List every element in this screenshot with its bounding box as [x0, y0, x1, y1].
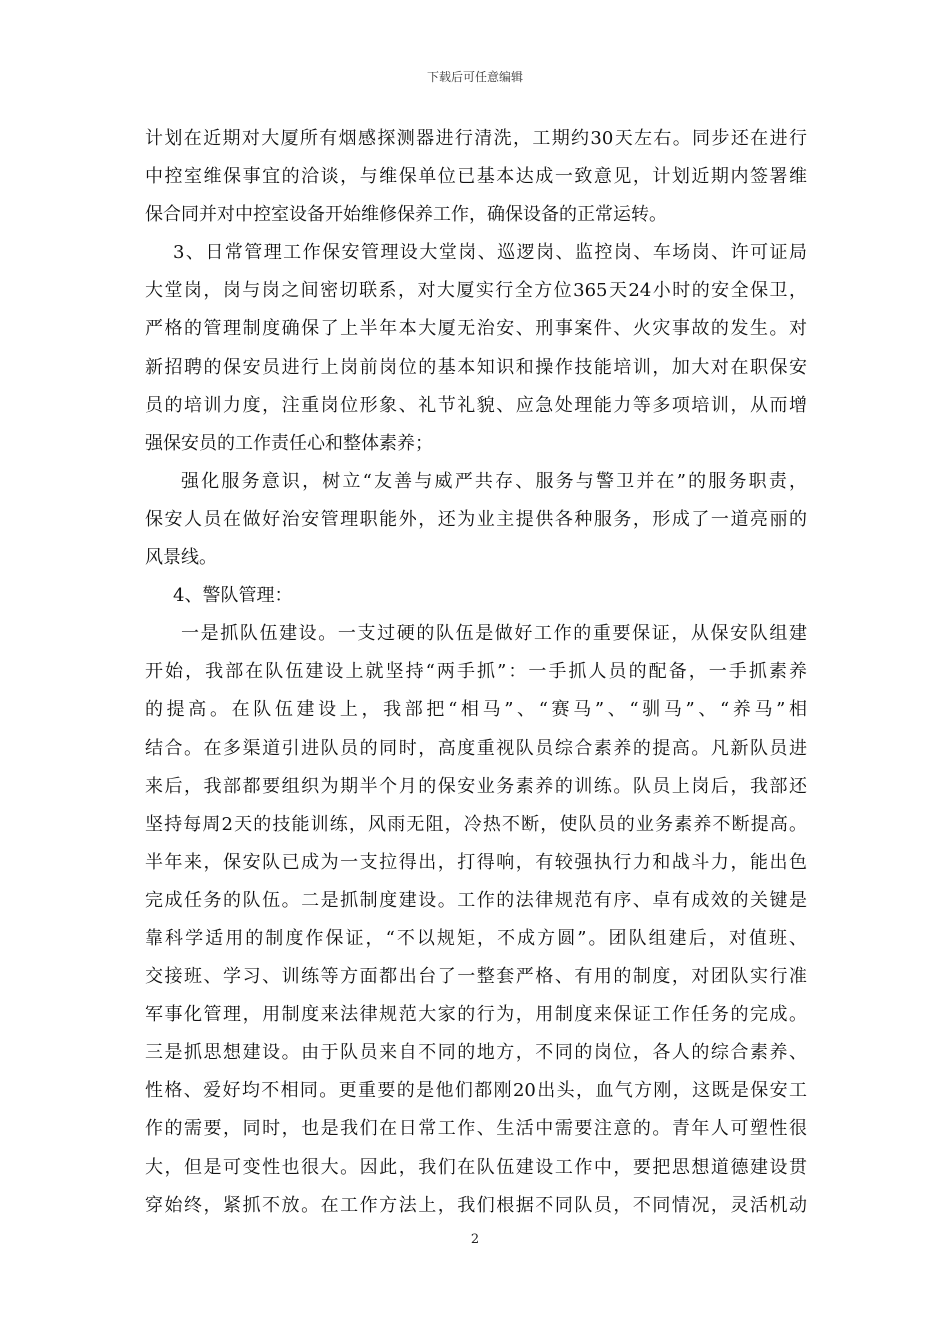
text-line: 来后，我部都要组织为期半个月的保安业务素养的训练。队员上岗后，我部还: [145, 775, 807, 797]
text-line: 完成任务的队伍。二是抓制度建设。工作的法律规范有序、卓有成效的关键是: [145, 889, 807, 911]
text-line: 大堂岗，岗与岗之间密切联系，对大厦实行全方位365天24小时的安全保卫，: [145, 280, 807, 302]
body-text: [145, 120, 807, 1225]
text-line: 强化服务意识，树立“友善与威严共存、服务与警卫并在”的服务职责，: [181, 470, 807, 492]
text-line: 靠科学适用的制度作保证，“不以规矩，不成方圆”。团队组建后，对值班、: [145, 927, 807, 949]
text-line: 的提高。在队伍建设上，我部把“相马”、“赛马”、“驯马”、“养马”相: [145, 699, 807, 721]
text-line: 性格、爱好均不相同。更重要的是他们都刚20出头，血气方刚，这既是保安工: [145, 1080, 807, 1102]
text-line: 员的培训力度，注重岗位形象、礼节礼貌、应急处理能力等多项培训，从而增: [145, 394, 807, 416]
text-line: 一是抓队伍建设。一支过硬的队伍是做好工作的重要保证，从保安队组建: [181, 623, 807, 645]
text-line: 保合同并对中控室设备开始维修保养工作，确保设备的正常运转。: [145, 204, 667, 226]
text-line: 大，但是可变性也很大。因此，我们在队伍建设工作中，要把思想道德建设贯: [145, 1156, 807, 1178]
text-line: 新招聘的保安员进行上岗前岗位的基本知识和操作技能培训，加大对在职保安: [145, 356, 807, 378]
text-line: 风景线。: [145, 547, 217, 569]
text-line: 三是抓思想建设。由于队员来自不同的地方，不同的岗位，各人的综合素养、: [145, 1042, 807, 1064]
text-line: 保安人员在做好治安管理职能外，还为业主提供各种服务，形成了一道亮丽的: [145, 508, 807, 530]
text-line: 4、警队管理：: [173, 585, 293, 607]
text-line: 严格的管理制度确保了上半年本大厦无治安、刑事案件、火灾事故的发生。对: [145, 318, 807, 340]
text-line: 开始，我部在队伍建设上就坚持“两手抓”：一手抓人员的配备，一手抓素养: [145, 661, 807, 683]
text-line: 3、日常管理工作保安管理设大堂岗、巡逻岗、监控岗、车场岗、许可证局: [173, 242, 807, 264]
text-line: 计划在近期对大厦所有烟感探测器进行清洗，工期约30天左右。同步还在进行: [145, 128, 807, 149]
page-header: 下载后可任意编辑: [426, 70, 523, 84]
text-line: 强保安员的工作责任心和整体素养；: [145, 432, 433, 454]
text-line: 结合。在多渠道引进队员的同时，高度重视队员综合素养的提高。凡新队员进: [145, 737, 807, 759]
text-line: 半年来，保安队已成为一支拉得出，打得响，有较强执行力和战斗力，能出色: [145, 851, 807, 873]
page-number: 2: [470, 1232, 480, 1247]
text-line: 作的需要，同时，也是我们在日常工作、生活中需要注意的。青年人可塑性很: [145, 1118, 807, 1140]
text-line: 坚持每周2天的技能训练，风雨无阻，冷热不断，使队员的业务素养不断提高。: [145, 813, 807, 835]
text-line: 军事化管理，用制度来法律规范大家的行为，用制度来保证工作任务的完成。: [145, 1004, 807, 1026]
text-line: 穿始终，紧抓不放。在工作方法上，我们根据不同队员，不同情况，灵活机动: [145, 1194, 807, 1216]
text-line: 交接班、学习、训练等方面都出台了一整套严格、有用的制度，对团队实行准: [145, 966, 807, 988]
text-line: 中控室维保事宜的洽谈，与维保单位已基本达成一致意见，计划近期内签署维: [145, 166, 807, 188]
